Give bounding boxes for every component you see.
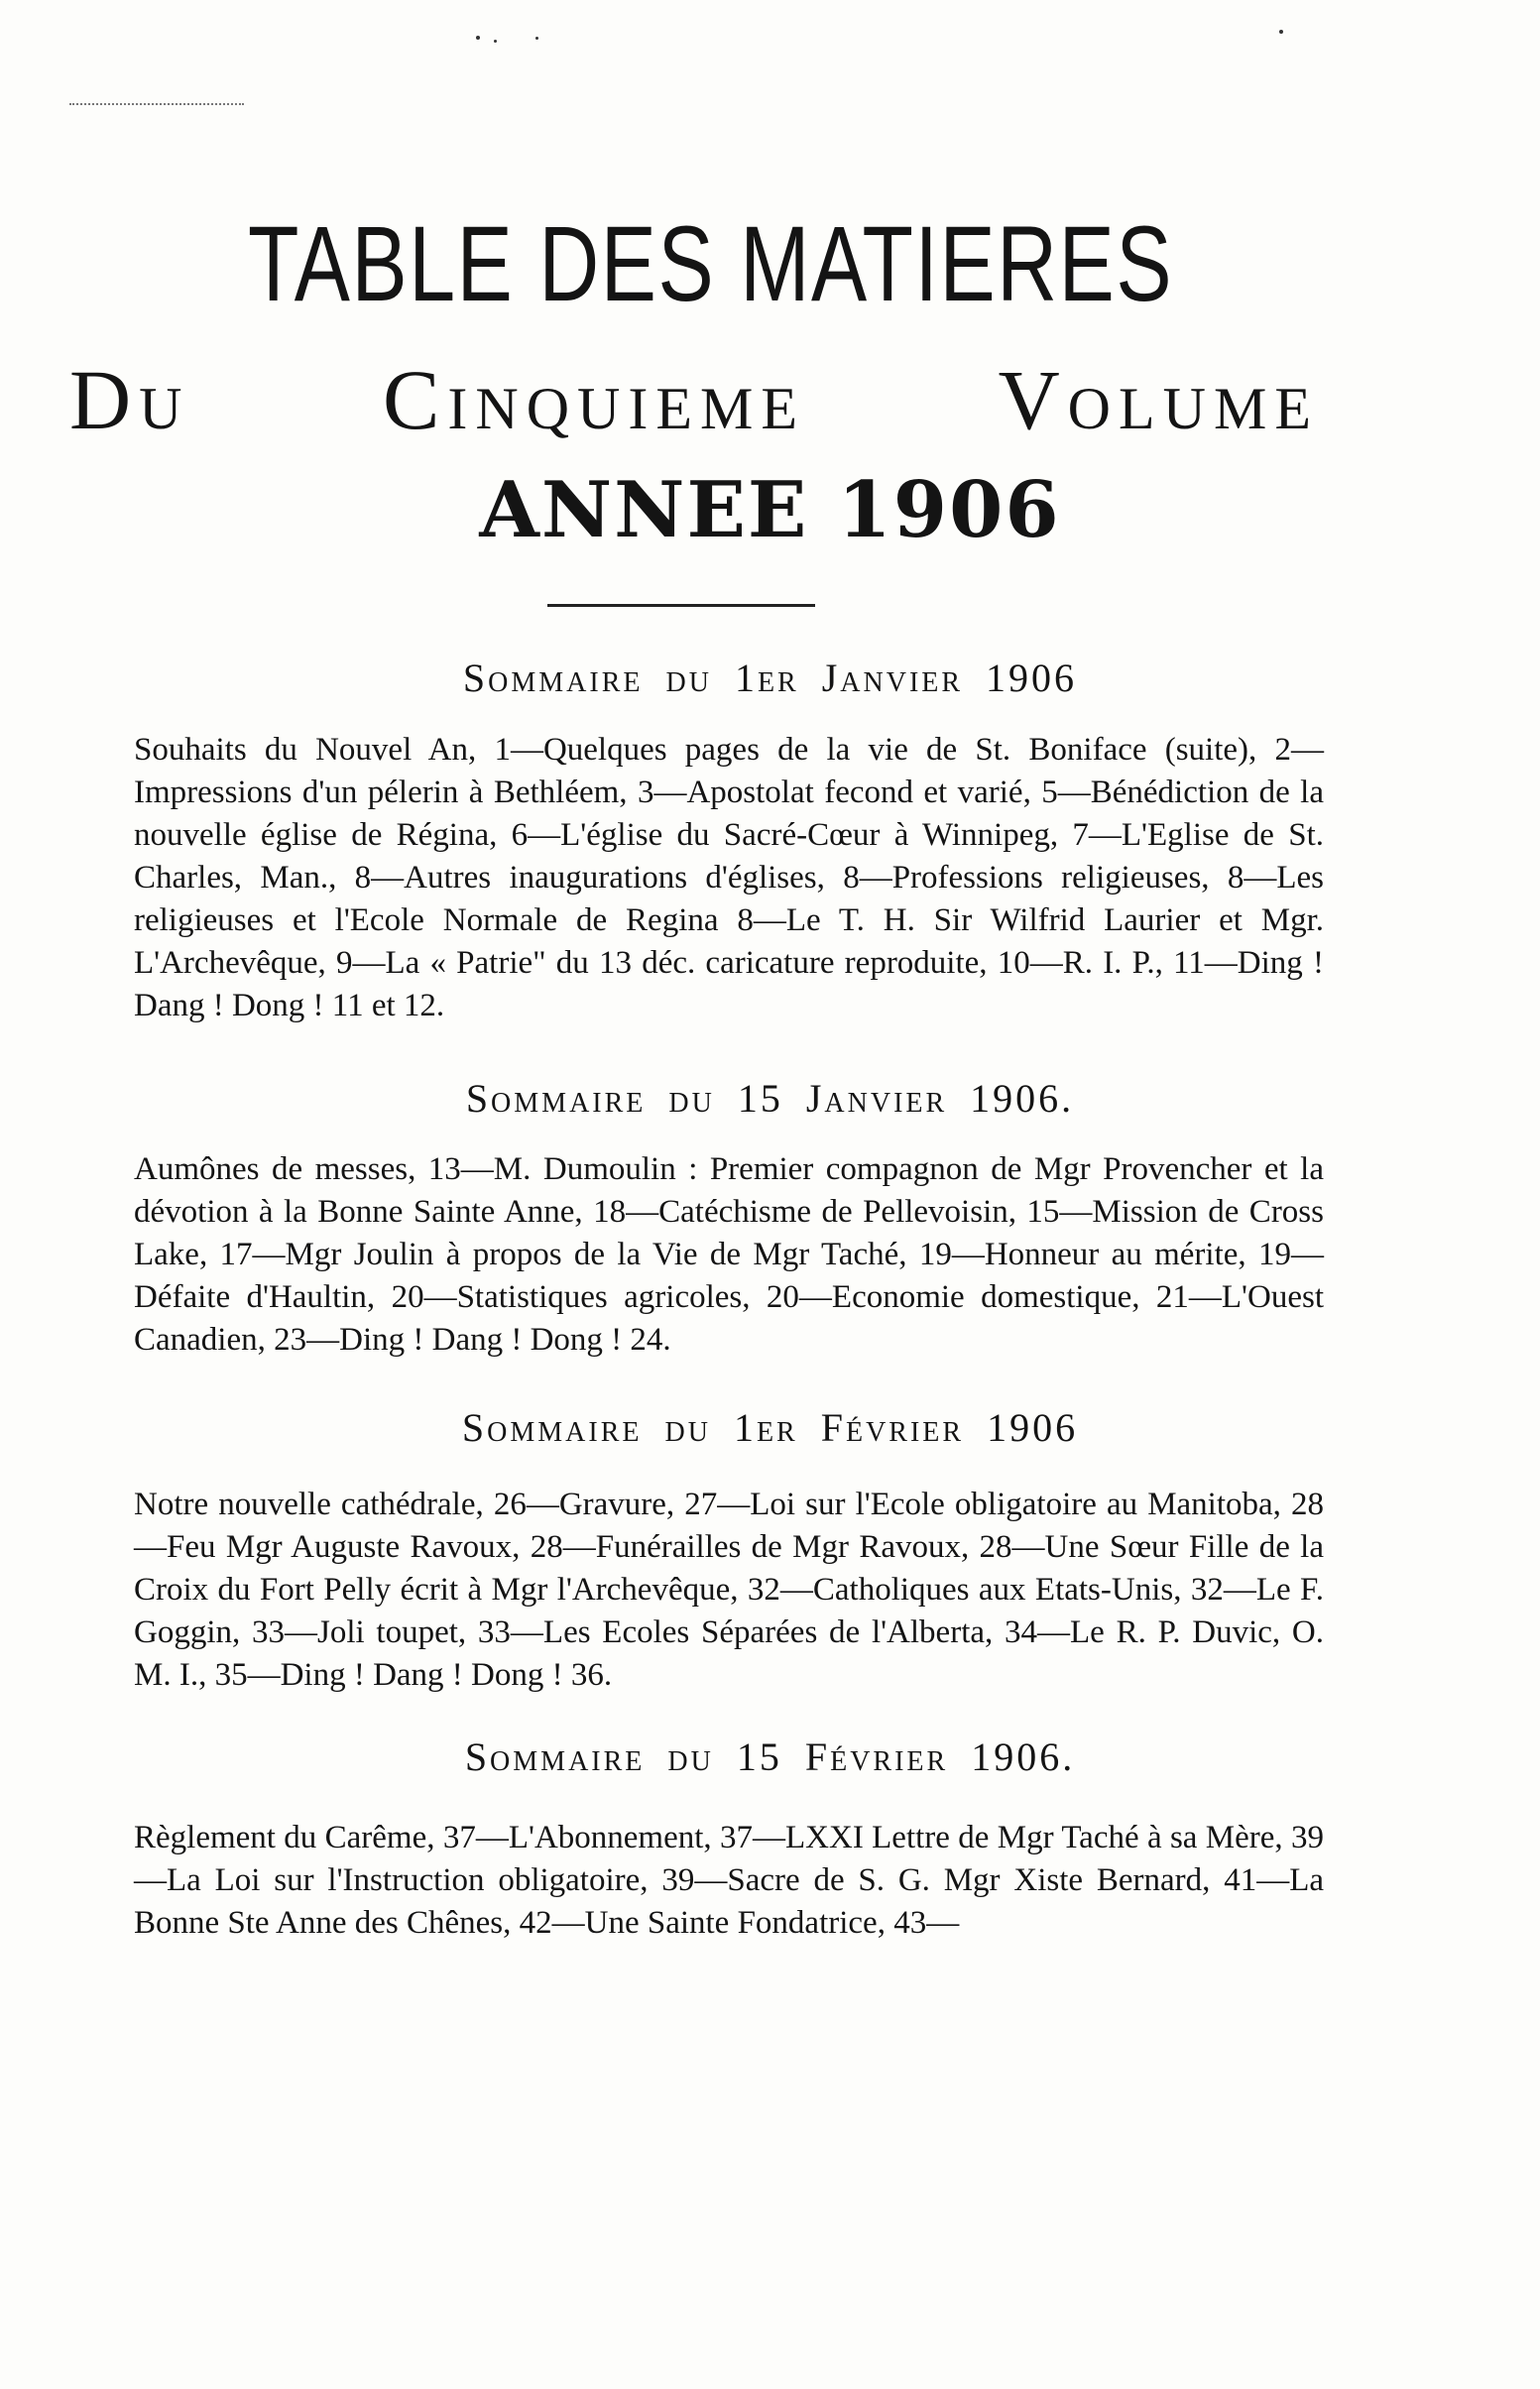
page-title: TABLE DES MATIERES: [248, 203, 1174, 323]
section-heading: Sommaire du 1er Février 1906: [461, 1405, 1079, 1450]
section-heading: Sommaire du 15 Janvier 1906.: [465, 1076, 1075, 1121]
speck-mark: [535, 37, 538, 40]
section-heading: Sommaire du 1er Janvier 1906: [462, 656, 1078, 700]
speck-mark: [476, 36, 480, 40]
year-heading: ANNEE 1906: [479, 465, 1061, 555]
section-heading: Sommaire du 15 Février 1906.: [464, 1734, 1076, 1779]
section-summary: Notre nouvelle cathédrale, 26—Gravure, 27—Loi sur l'Ecole obligatoire au Manitoba, 28—Feu Mgr Auguste Ravoux, 28—Funérailles de Mgr Ravoux, 28—Une Sœur Fille de la Croix du Fort Pelly écrit à Mgr l'Archevêque, 32—Catholiques aux Etats-Unis, 32—Le F. Goggin, 33—Joli toupet, 33—Les Ecoles Séparées de l'Alberta, 34—Le R. P. Duvic, O. M. I., 35—Ding ! Dang ! Dong ! 36.: [134, 1487, 1324, 1693]
subtitle-word: Cinquieme: [383, 352, 805, 447]
volume-subtitle: [69, 352, 1319, 447]
speck-mark: [1279, 30, 1283, 34]
section-summary: Souhaits du Nouvel An, 1—Quelques pages de la vie de St. Boniface (suite), 2—Impressions d'un pélerin à Bethléem, 3—Apostolat fecond et varié, 5—Bénédiction de la nouvelle église de Régina, 6—L'église du Sacré-Cœur à Winnipeg, 7—L'Eglise de St. Charles, Man., 8—Autres inaugurations d'églises, 8—Professions religieuses, 8—Les religieuses et l'Ecole Normale de Regina 8—Le T. H. Sir Wilfrid Laurier et Mgr. L'Archevêque, 9—La « Patrie" du 13 déc. caricature reproduite, 10—R. I. P., 11—Ding ! Dang ! Dong ! 11 et 12.: [134, 732, 1324, 1023]
top-dotted-line: [69, 103, 244, 105]
section-summary: Règlement du Carême, 37—L'Abonnement, 37—LXXI Lettre de Mgr Taché à sa Mère, 39—La Loi sur l'Instruction obligatoire, 39—Sacre de S. G. Mgr Xiste Bernard, 41—La Bonne Ste Anne des Chênes, 42—Une Sainte Fondatrice, 43—: [134, 1820, 1324, 1941]
subtitle-word: Du: [69, 352, 190, 447]
divider-rule: [547, 604, 815, 607]
section-summary: Aumônes de messes, 13—M. Dumoulin : Premier compagnon de Mgr Provencher et la dévotion à la Bonne Sainte Anne, 18—Catéchisme de Pellevoisin, 15—Mission de Cross Lake, 17—Mgr Joulin à propos de la Vie de Mgr Taché, 19—Honneur au mérite, 19—Défaite d'Haultin, 20—Statistiques agricoles, 20—Economie domestique, 21—L'Ouest Canadien, 23—Ding ! Dang ! Dong ! 24.: [134, 1151, 1324, 1358]
speck-mark: [494, 40, 497, 43]
subtitle-word: Volume: [998, 352, 1319, 447]
